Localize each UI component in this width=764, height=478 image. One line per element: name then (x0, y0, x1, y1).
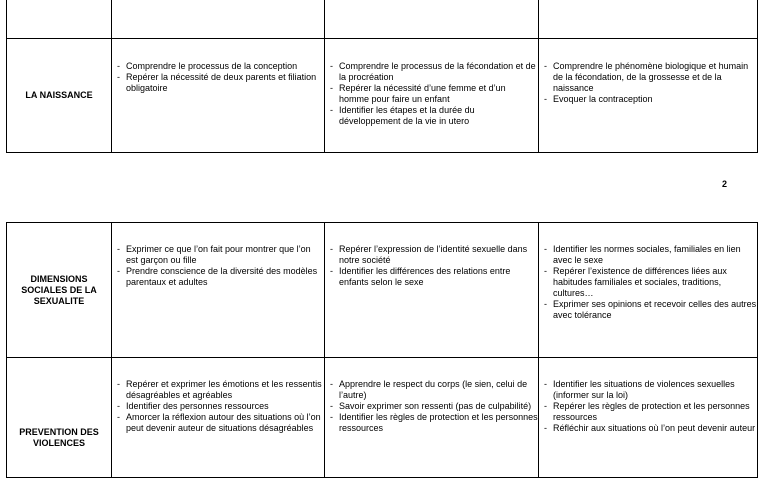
table-row-empty (7, 0, 758, 39)
curriculum-table-top (6, 0, 758, 153)
list-item: - Comprendre le phénomène biologique et humain de la fécondation, de la grossesse et de la naissance (539, 61, 757, 94)
naissance-col2 (325, 39, 539, 153)
curriculum-table-main (6, 222, 758, 478)
prevention-col3 (539, 358, 758, 478)
list-item: - Repérer la nécessité de deux parents et filiation obligatoire (112, 72, 324, 94)
label-line: SEXUALITE (33, 295, 85, 306)
list-item: - Evoquer la contraception (539, 94, 757, 105)
list-item: - Réfléchir aux situations où l’on peut devenir auteur (539, 423, 757, 434)
table-row-prevention (7, 358, 758, 478)
list-item: - Prendre conscience de la diversité des modèles parentaux et adultes (112, 266, 324, 288)
list-item: - Identifier les différences des relations entre enfants selon le sexe (325, 266, 538, 288)
empty-cell (539, 0, 758, 39)
empty-cell (112, 0, 325, 39)
empty-cell (325, 0, 539, 39)
list-item: - Amorcer la réflexion autour des situations où l’on peut devenir auteur de situations désagréables (112, 412, 324, 434)
dimensions-col3 (539, 223, 758, 358)
prevention-col1 (112, 358, 325, 478)
row-label-dimensions (7, 223, 112, 358)
empty-cell (7, 0, 112, 39)
label-line: DIMENSIONS (30, 273, 88, 284)
list-item: - Identifier les situations de violences sexuelles (informer sur la loi) (539, 379, 757, 401)
dimensions-col1 (112, 223, 325, 358)
list-item: - Identifier les règles de protection et les personnes ressources (325, 412, 538, 434)
row-label-prevention (7, 358, 112, 478)
list-item: - Repérer l’existence de différences liées aux habitudes familiales et sociales, traditions, cultures… (539, 266, 757, 299)
dimensions-col2 (325, 223, 539, 358)
list-item: - Exprimer ce que l’on fait pour montrer que l’on est garçon ou fille (112, 244, 324, 266)
table-row-dimensions (7, 223, 758, 358)
prevention-col2 (325, 358, 539, 478)
label-line: SOCIALES DE LA (21, 284, 97, 295)
list-item: - Apprendre le respect du corps (le sien, celui de l’autre) (325, 379, 538, 401)
table-row-naissance (7, 39, 758, 153)
list-item: - Repérer les règles de protection et les personnes ressources (539, 401, 757, 423)
list-item: - Identifier les normes sociales, familiales en lien avec le sexe (539, 244, 757, 266)
list-item: - Repérer l’expression de l’identité sexuelle dans notre société (325, 244, 538, 266)
list-item: - Identifier des personnes ressources (112, 401, 324, 412)
list-item: - Comprendre le processus de la conception (112, 61, 324, 72)
list-item: - Exprimer ses opinions et recevoir celles des autres avec tolérance (539, 299, 757, 321)
list-item: - Repérer la nécessité d’une femme et d’un homme pour faire un enfant (325, 83, 538, 105)
list-item: - Comprendre le processus de la fécondation et de la procréation (325, 61, 538, 83)
list-item: - Identifier les étapes et la durée du développement de la vie in utero (325, 105, 538, 127)
label-line: PREVENTION DES (19, 427, 99, 437)
list-item: - Repérer et exprimer les émotions et les ressentis désagréables et agréables (112, 379, 324, 401)
row-label-naissance: LA NAISSANCE (7, 39, 112, 153)
list-item: - Savoir exprimer son ressenti (pas de culpabilité) (325, 401, 538, 412)
naissance-col3 (539, 39, 758, 153)
page-number: 2 (722, 179, 728, 189)
label-line: VIOLENCES (32, 438, 85, 448)
naissance-col1 (112, 39, 325, 153)
